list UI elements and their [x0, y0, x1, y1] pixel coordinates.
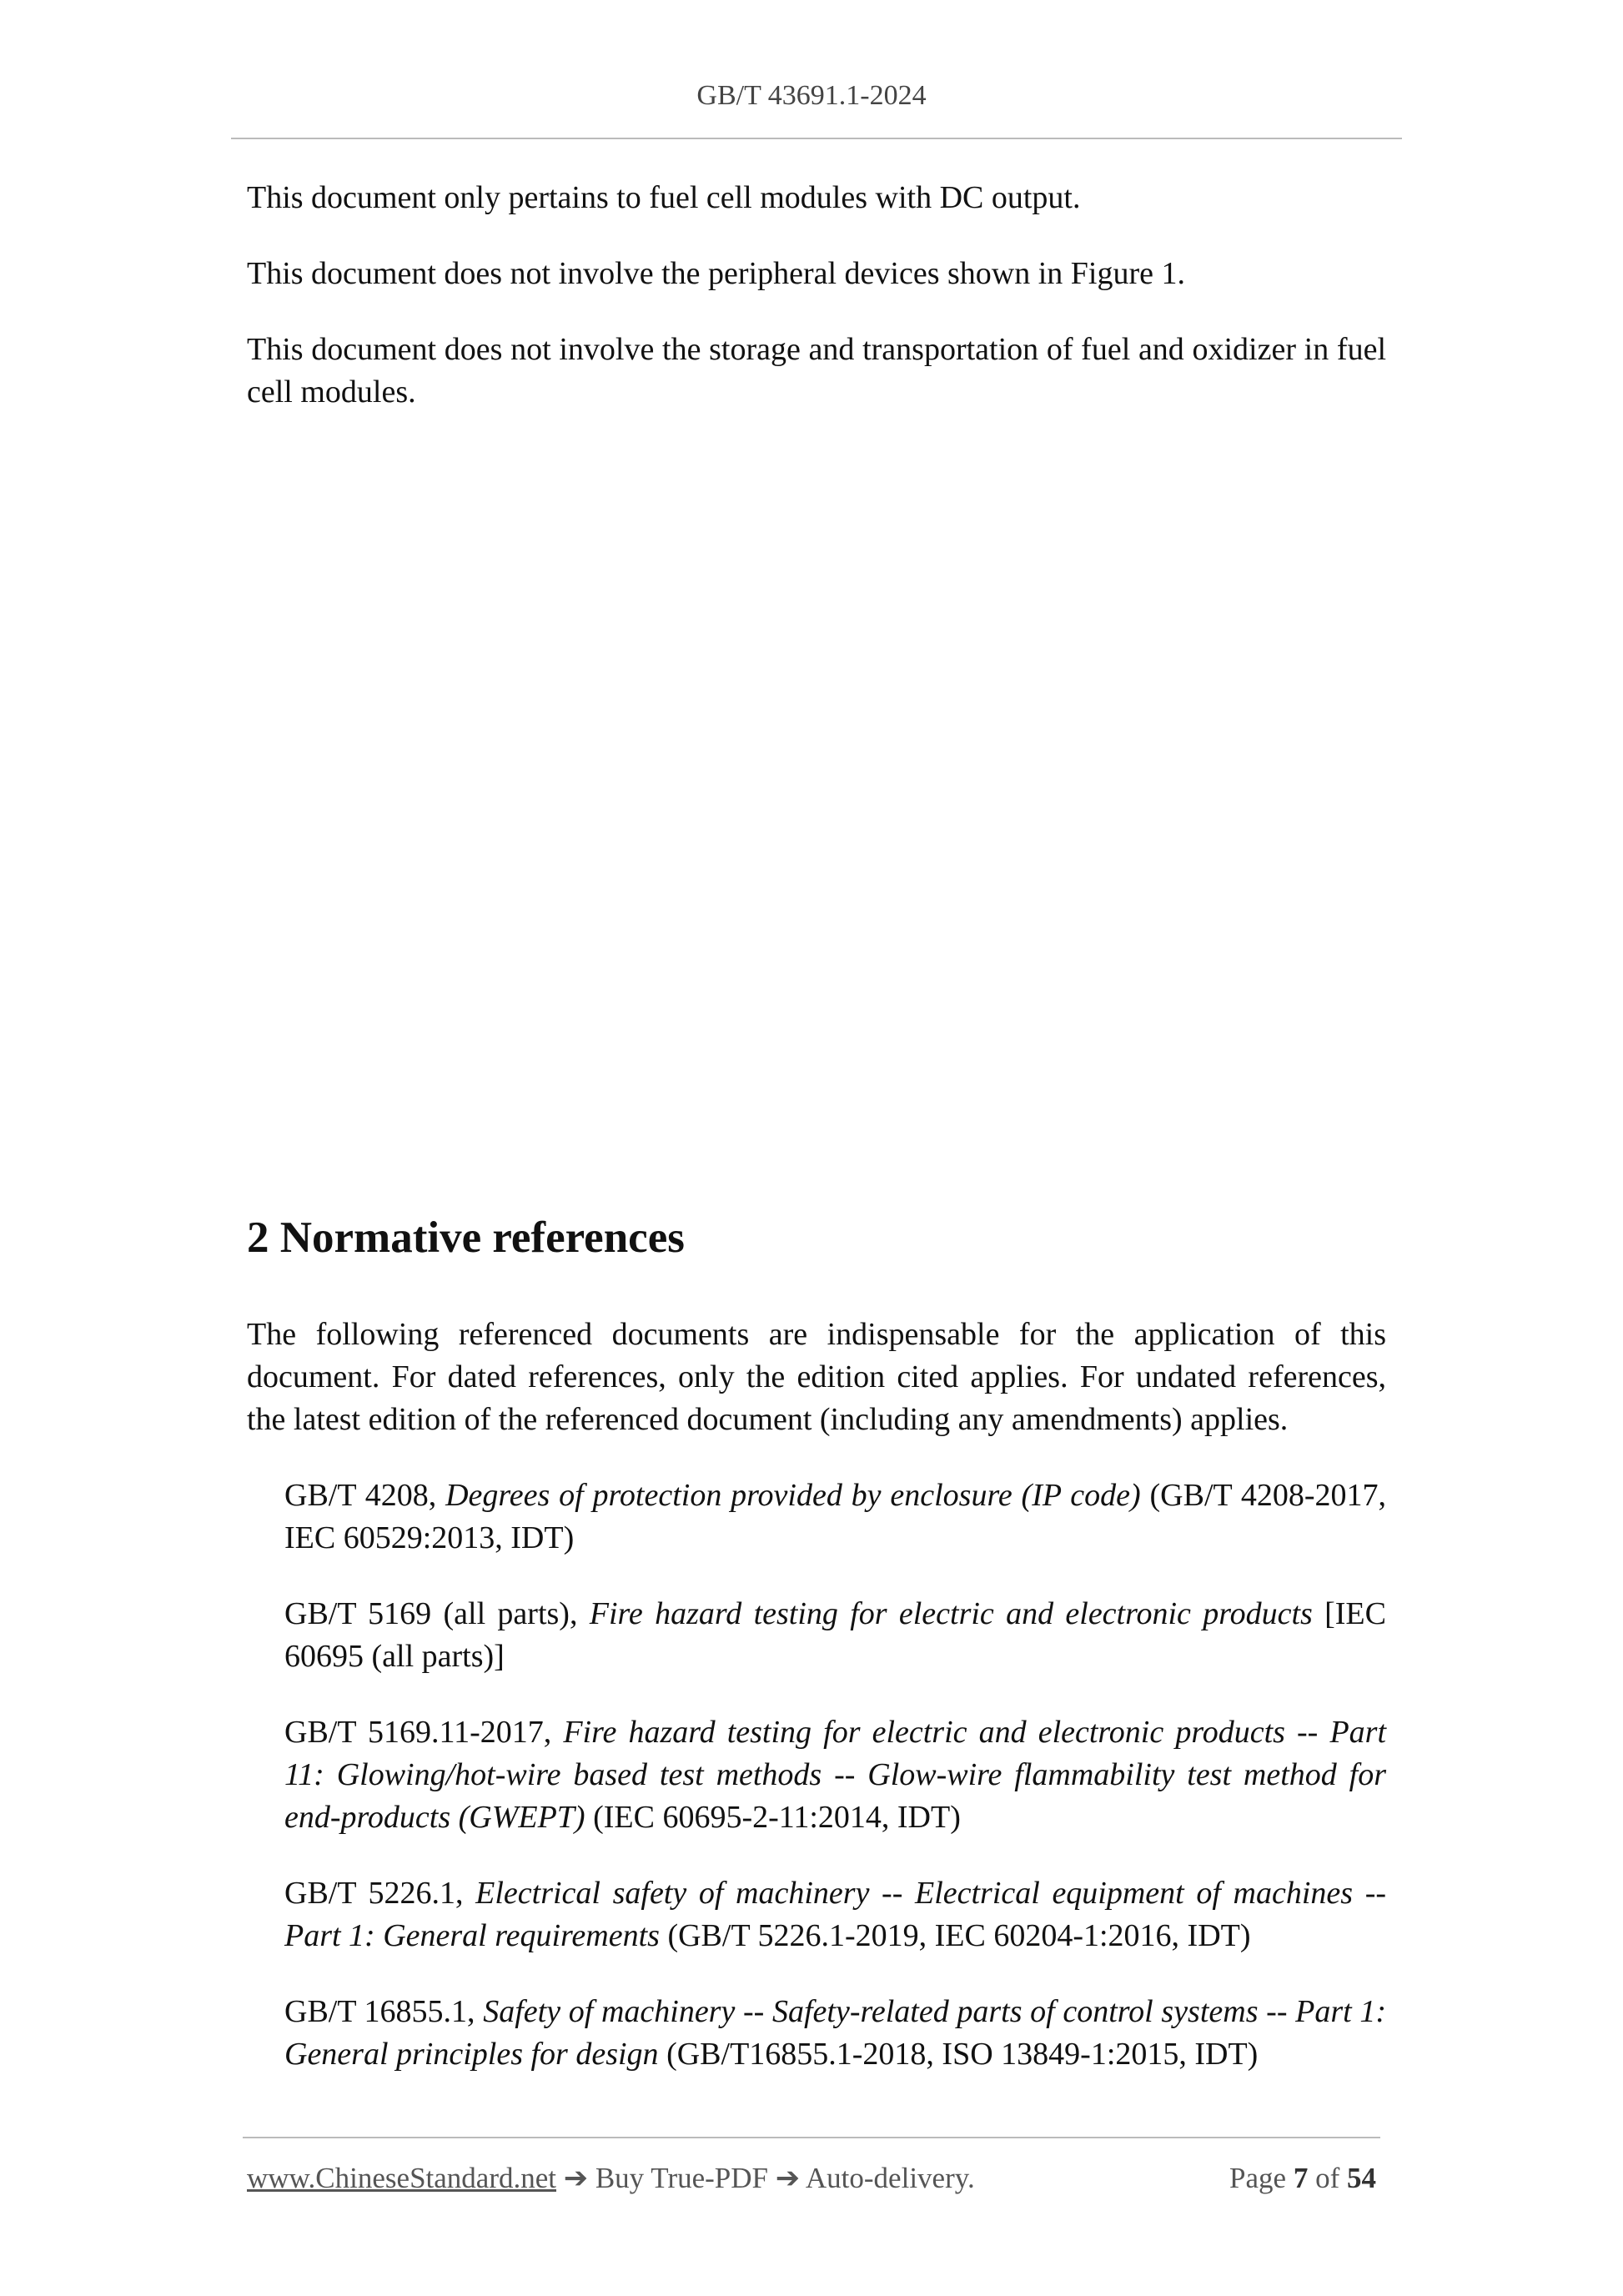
reference-item: [284, 1711, 1386, 1839]
reference-title: Fire hazard testing for electric and electronic products: [589, 1596, 1313, 1631]
reference-suffix: (IEC 60695-2-11:2014, IDT): [593, 1800, 961, 1835]
arrow-right-icon: ➔: [563, 2162, 589, 2194]
page-label: Page: [1229, 2162, 1287, 2194]
buy-true-pdf-text: Buy True-PDF: [595, 2162, 768, 2194]
auto-delivery-text: Auto-delivery.: [805, 2162, 975, 2194]
reference-suffix: (GB/T16855.1-2018, ISO 13849-1:2015, IDT): [666, 2037, 1259, 2072]
total-pages: 54: [1347, 2162, 1376, 2194]
reference-title: Degrees of protection provided by enclosure (IP code): [445, 1478, 1141, 1513]
arrow-right-icon: ➔: [775, 2162, 801, 2194]
reference-code: GB/T 16855.1,: [284, 1994, 475, 2029]
reference-code: GB/T 4208,: [284, 1478, 437, 1513]
intro-paragraph-storage: This document does not involve the storage and transportation of fuel and oxidizer in fuel cell modules.: [247, 332, 1386, 409]
reference-suffix: [IEC 60695 (all parts)]: [284, 1596, 1386, 1674]
page-number: 7: [1293, 2162, 1309, 2194]
header-divider: [231, 138, 1402, 139]
intro-paragraph-peripheral: This document does not involve the peripheral devices shown in Figure 1.: [247, 256, 1185, 291]
reference-item: [284, 1593, 1386, 1678]
reference-code: GB/T 5169 (all parts),: [284, 1596, 578, 1631]
section-heading: 2 Normative references: [247, 1213, 685, 1262]
reference-suffix: (GB/T 4208-2017, IEC 60529:2013, IDT): [284, 1478, 1387, 1555]
document-code-header: GB/T 43691.1-2024: [696, 80, 927, 111]
page-indicator: [1229, 2160, 1376, 2197]
reference-item: [284, 1475, 1386, 1560]
reference-code: GB/T 5226.1,: [284, 1876, 464, 1911]
reference-item: [284, 1991, 1386, 2076]
reference-title: Electrical safety of machinery -- Electrical equipment of machines -- Part 1: General requirements: [284, 1876, 1387, 1953]
intro-paragraph-dc-output: This document only pertains to fuel cell modules with DC output.: [247, 180, 1081, 215]
reference-item: [284, 1872, 1386, 1957]
reference-suffix: (GB/T 5226.1-2019, IEC 60204-1:2016, IDT): [667, 1918, 1251, 1953]
reference-title: Safety of machinery -- Safety-related parts of control systems -- Part 1: General principles for design: [284, 1994, 1387, 2072]
of-label: of: [1315, 2162, 1340, 2194]
section-intro-paragraph: The following referenced documents are indispensable for the application of this document. For dated references, only the edition cited applies. For undated references, the latest edition of the referenced document (including any amendments) applies.: [247, 1317, 1386, 1437]
footer-divider: [243, 2137, 1380, 2138]
reference-code: GB/T 5169.11-2017,: [284, 1715, 552, 1750]
reference-title: Fire hazard testing for electric and electronic products -- Part 11: Glowing/hot-wire based test methods -- Glow-wire flammability test method for end-products (GWEPT): [284, 1715, 1386, 1835]
footer-promo: [247, 2160, 975, 2197]
website-link[interactable]: www.ChineseStandard.net: [247, 2162, 556, 2194]
